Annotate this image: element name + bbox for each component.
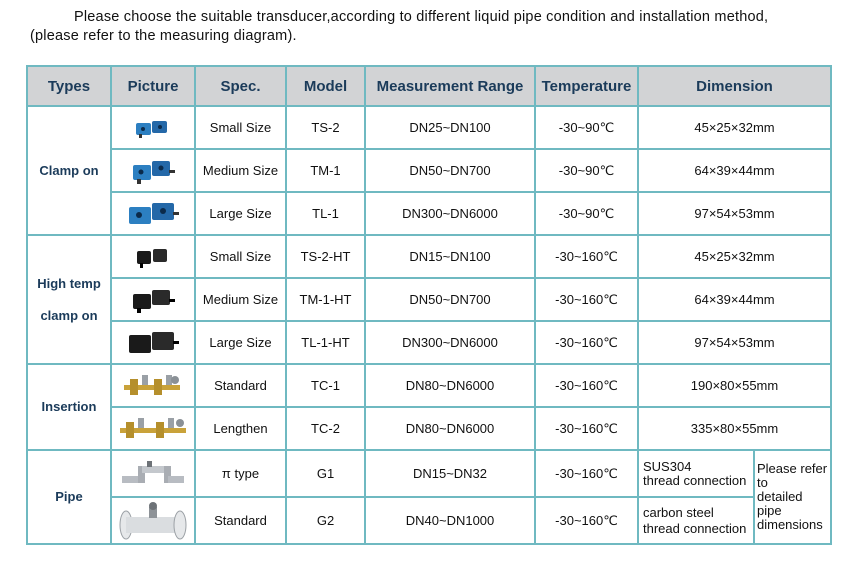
header-model: Model xyxy=(286,66,365,106)
dimension-note-g2 xyxy=(638,497,754,544)
note-connection: thread connection xyxy=(643,472,747,488)
header-spec: Spec. xyxy=(195,66,286,106)
dimension-cell: 335×80×55mm xyxy=(638,407,831,450)
header-temperature: Temperature xyxy=(535,66,638,106)
spec-cell: π type xyxy=(195,450,286,497)
temperature-cell: -30~90℃ xyxy=(535,149,638,192)
group-clamp-on: Clamp on xyxy=(27,106,111,235)
transducer-spec-table xyxy=(26,65,832,545)
range-cell: DN50~DN700 xyxy=(365,278,535,321)
dimension-cell: 97×54×53mm xyxy=(638,321,831,364)
spec-cell: Standard xyxy=(195,364,286,407)
transducer-image-tl1-ht xyxy=(111,321,195,364)
range-cell: DN300~DN6000 xyxy=(365,192,535,235)
table-row xyxy=(27,364,831,407)
model-cell: TM-1 xyxy=(286,149,365,192)
group-pipe: Pipe xyxy=(27,450,111,544)
header-types: Types xyxy=(27,66,111,106)
table-row xyxy=(27,235,831,278)
table-row xyxy=(27,106,831,149)
note-material: SUS304 xyxy=(643,458,692,474)
dimension-cell: 45×25×32mm xyxy=(638,106,831,149)
range-cell: DN80~DN6000 xyxy=(365,407,535,450)
model-cell: G1 xyxy=(286,450,365,497)
model-cell: TC-1 xyxy=(286,364,365,407)
dimension-note-g1 xyxy=(638,450,754,497)
table-row xyxy=(27,497,831,544)
transducer-image-ts2 xyxy=(111,106,195,149)
header-picture: Picture xyxy=(111,66,195,106)
dimension-cell: 64×39×44mm xyxy=(638,278,831,321)
transducer-image-ts2-ht xyxy=(111,235,195,278)
table-row xyxy=(27,321,831,364)
transducer-image-tc2 xyxy=(111,407,195,450)
spec-cell: Small Size xyxy=(195,235,286,278)
spec-cell: Medium Size xyxy=(195,278,286,321)
temperature-cell: -30~160℃ xyxy=(535,321,638,364)
temperature-cell: -30~90℃ xyxy=(535,106,638,149)
spec-cell: Standard xyxy=(195,497,286,544)
temperature-cell: -30~160℃ xyxy=(535,497,638,544)
table-row xyxy=(27,192,831,235)
group-insertion: Insertion xyxy=(27,364,111,450)
table-row xyxy=(27,149,831,192)
header-dimension: Dimension xyxy=(638,66,831,106)
dimension-cell: 45×25×32mm xyxy=(638,235,831,278)
group-high-temp-line-1: High temp xyxy=(37,275,101,291)
model-cell: TS-2-HT xyxy=(286,235,365,278)
table-row xyxy=(27,407,831,450)
dimension-cell: 190×80×55mm xyxy=(638,364,831,407)
model-cell: TL-1-HT xyxy=(286,321,365,364)
refer-line-3: dimensions xyxy=(757,517,823,532)
header-range: Measurement Range xyxy=(365,66,535,106)
note-material: carbon steel xyxy=(643,504,714,520)
temperature-cell: -30~90℃ xyxy=(535,192,638,235)
model-cell: TM-1-HT xyxy=(286,278,365,321)
spec-cell: Medium Size xyxy=(195,149,286,192)
transducer-image-tl1 xyxy=(111,192,195,235)
dimension-cell: 97×54×53mm xyxy=(638,192,831,235)
temperature-cell: -30~160℃ xyxy=(535,278,638,321)
pipe-refer-note xyxy=(754,450,831,544)
note-connection: thread connection xyxy=(643,520,747,536)
table-row xyxy=(27,278,831,321)
table-row xyxy=(27,450,831,497)
range-cell: DN80~DN6000 xyxy=(365,364,535,407)
refer-line-2: detailed pipe xyxy=(757,489,803,518)
temperature-cell: -30~160℃ xyxy=(535,407,638,450)
transducer-image-tm1-ht xyxy=(111,278,195,321)
dimension-cell: 64×39×44mm xyxy=(638,149,831,192)
model-cell: G2 xyxy=(286,497,365,544)
range-cell: DN300~DN6000 xyxy=(365,321,535,364)
intro-line-2: (please refer to the measuring diagram). xyxy=(30,28,297,44)
range-cell: DN50~DN700 xyxy=(365,149,535,192)
spec-cell: Large Size xyxy=(195,192,286,235)
temperature-cell: -30~160℃ xyxy=(535,235,638,278)
temperature-cell: -30~160℃ xyxy=(535,450,638,497)
group-high-temp-clamp-on xyxy=(27,235,111,364)
range-cell: DN25~DN100 xyxy=(365,106,535,149)
pipe-image-g2 xyxy=(111,497,195,544)
refer-line-1: Please refer to xyxy=(757,461,828,490)
group-high-temp-line-2: clamp on xyxy=(40,307,98,323)
spec-cell: Lengthen xyxy=(195,407,286,450)
transducer-image-tm1 xyxy=(111,149,195,192)
model-cell: TL-1 xyxy=(286,192,365,235)
header-row xyxy=(27,66,831,106)
pipe-image-g1 xyxy=(111,450,195,497)
range-cell: DN15~DN32 xyxy=(365,450,535,497)
model-cell: TS-2 xyxy=(286,106,365,149)
temperature-cell: -30~160℃ xyxy=(535,364,638,407)
spec-cell: Small Size xyxy=(195,106,286,149)
range-cell: DN15~DN100 xyxy=(365,235,535,278)
spec-cell: Large Size xyxy=(195,321,286,364)
model-cell: TC-2 xyxy=(286,407,365,450)
range-cell: DN40~DN1000 xyxy=(365,497,535,544)
intro-line-1: Please choose the suitable transducer,according to different liquid pipe condition and installation method, xyxy=(74,9,769,25)
transducer-image-tc1 xyxy=(111,364,195,407)
